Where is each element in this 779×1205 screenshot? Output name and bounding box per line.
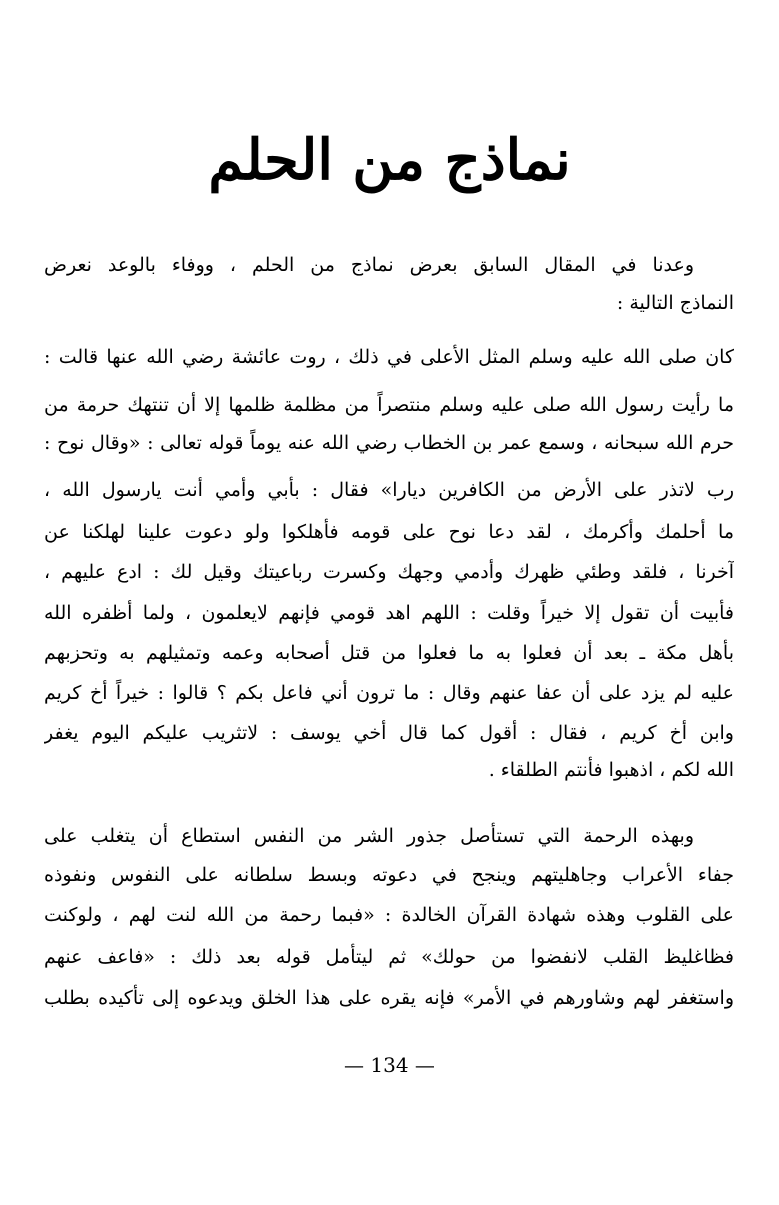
paragraph-2-line-7: فأبيت أن تقول إلا خيراً وقلت : اللهم اهد قومي فإنهم لايعلمون ، ولما أظفره الله [44, 602, 734, 624]
paragraph-2-line-9: عليه لم يزد على أن عفا عنهم وقال : ما ترون أني فاعل بكم ؟ قالوا : خيراً أخ كريم [44, 682, 734, 704]
paragraph-2-line-11: الله لكم ، اذهبوا فأنتم الطلقاء . [488, 759, 734, 781]
paragraph-3-line-1: وبهذه الرحمة التي تستأصل جذور الشر من النفس استطاع أن يتغلب على [44, 825, 694, 847]
paragraph-2-line-5: ما أحلمك وأكرمك ، لقد دعا نوح على قومه فأهلكوا ولو دعوت علينا لهلكنا عن [44, 521, 734, 543]
paragraph-3-line-5: واستغفر لهم وشاورهم في الأمر» فإنه يقره على هذا الخلق ويدعوه إلى تأكيده بطلب [44, 987, 734, 1009]
paragraph-3-line-2: جفاء الأعراب وجاهليتهم وينجح في دعوته وبسط سلطانه على النفوس ونفوذه [44, 864, 734, 886]
paragraph-3-line-4: فظاغليظ القلب لانفضوا من حولك» ثم ليتأمل قوله بعد ذلك : «فاعف عنهم [44, 946, 734, 968]
paragraph-1-line-1: وعدنا في المقال السابق بعرض نماذج من الحلم ، ووفاء بالوعد نعرض [44, 254, 694, 276]
paragraph-2-line-6: آخرنا ، فلقد وطئي ظهرك وأدمي وجهك وكسرت رباعيتك وقيل لك : ادع عليهم ، [44, 561, 734, 583]
paragraph-2-line-8: بأهل مكة ـ بعد أن فعلوا به ما فعلوا من قتل أصحابه وعمه وتمثيلهم به وتحزبهم [44, 642, 734, 664]
paragraph-2-line-4: رب لاتذر على الأرض من الكافرين ديارا» فقال : بأبي وأمي أنت يارسول الله ، [44, 479, 734, 501]
paragraph-2-line-10: وابن أخ كريم ، فقال : أقول كما قال أخي يوسف : لاتثريب عليكم اليوم يغفر [44, 722, 734, 744]
page-title: نماذج من الحلم [208, 127, 571, 193]
paragraph-1-line-2: النماذج التالية : [616, 292, 734, 314]
paragraph-2-line-2: ما رأيت رسول الله صلى عليه وسلم منتصراً من مظلمة ظلمها إلا أن تنتهك حرمة من [44, 394, 734, 416]
paragraph-3-line-3: على القلوب وهذه شهادة القرآن الخالدة : «فبما رحمة من الله لنت لهم ، ولوكنت [44, 904, 734, 926]
paragraph-2-line-3: حرم الله سبحانه ، وسمع عمر بن الخطاب رضي الله عنه يوماً قوله تعالى : «وقال نوح : [44, 432, 734, 454]
paragraph-2-line-1: كان صلى الله عليه وسلم المثل الأعلى في ذلك ، روت عائشة رضي الله عنها قالت : [44, 346, 734, 368]
page-number: — 134 — [344, 1053, 435, 1077]
